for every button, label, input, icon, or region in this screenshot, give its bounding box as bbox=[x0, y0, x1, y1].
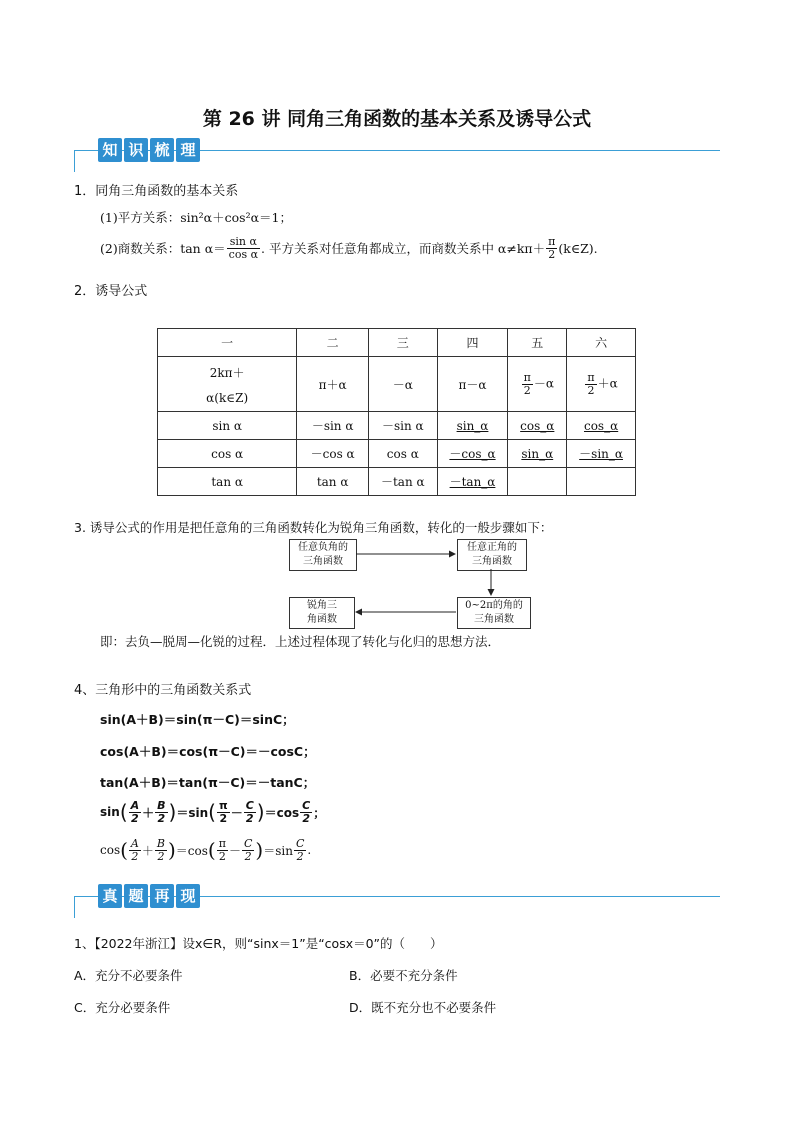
flow-arrows bbox=[280, 535, 540, 635]
formula-text: ； bbox=[313, 805, 326, 820]
table-cell: π－α bbox=[437, 357, 508, 412]
fraction-numerator: B bbox=[157, 799, 166, 812]
formula-text: sin bbox=[100, 805, 120, 820]
fraction-denominator: 2 bbox=[157, 849, 165, 863]
formula-text: ＝cos bbox=[264, 805, 300, 820]
fraction-denominator: 2 bbox=[245, 811, 254, 825]
fraction-numerator: A bbox=[130, 799, 140, 812]
fraction bbox=[244, 800, 256, 824]
plus-sign: ＋ bbox=[142, 805, 155, 820]
minus-sign: － bbox=[230, 805, 243, 820]
exam-question: 1、【2022年浙江】设x∈R，则“sinx＝1”是“cosx＝0”的（ ） bbox=[74, 936, 443, 951]
formula-text: ＝sin bbox=[263, 843, 293, 858]
table-cell: sin α bbox=[158, 412, 297, 440]
paren-close: ) bbox=[256, 800, 265, 825]
fraction bbox=[294, 838, 306, 862]
table-header: 五 bbox=[508, 329, 567, 357]
pi-half-fraction bbox=[522, 372, 533, 396]
fraction-denominator: 2 bbox=[523, 383, 531, 397]
fraction bbox=[155, 838, 167, 862]
table-cell bbox=[508, 357, 567, 412]
item3-heading: 3. 诱导公式的作用是把任意角的三角函数转化为锐角三角函数，转化的一般步骤如下： bbox=[74, 520, 553, 535]
section-banner-real-exam bbox=[98, 884, 200, 908]
fraction-denominator: cos α bbox=[228, 247, 259, 261]
table-cell: －sin_α bbox=[567, 440, 636, 468]
table-cell bbox=[158, 357, 297, 412]
square-relation: (1)平方关系：sin²α＋cos²α＝1； bbox=[100, 210, 292, 225]
flow-box-positive-angle: 任意正角的 三角函数 bbox=[457, 539, 527, 571]
quotient-prefix: (2)商数关系：tan α＝ bbox=[100, 241, 226, 257]
quotient-fraction bbox=[227, 236, 260, 260]
table-cell: －sin α bbox=[368, 412, 437, 440]
formula-text: cos bbox=[100, 843, 121, 858]
cell-text: －α bbox=[533, 376, 554, 391]
banner-char: 再 bbox=[150, 884, 174, 908]
table-header: 四 bbox=[437, 329, 508, 357]
option-a: A．充分不必要条件 bbox=[74, 968, 183, 983]
table-cell: －cos α bbox=[297, 440, 369, 468]
formula-sin-sum: sin(A＋B)＝sin(π－C)＝sinC； bbox=[100, 712, 295, 727]
flow-box-zero-to-2pi: 0~2π的角的 三角函数 bbox=[457, 597, 531, 629]
fraction-denominator: 2 bbox=[131, 811, 139, 825]
fraction-numerator: A bbox=[130, 837, 139, 850]
fraction-numerator: C bbox=[302, 799, 311, 812]
quotient-suffix: (k∈Z). bbox=[558, 240, 598, 256]
fraction bbox=[129, 838, 141, 862]
flow-box-acute-angle: 锐角三 角函数 bbox=[289, 597, 355, 629]
table-cell: －tan α bbox=[368, 468, 437, 496]
option-c: C．充分必要条件 bbox=[74, 1000, 171, 1015]
table-cell: cos α bbox=[158, 440, 297, 468]
fraction-numerator: B bbox=[156, 837, 165, 850]
section-hook bbox=[74, 896, 75, 918]
fraction-numerator: π bbox=[548, 235, 556, 248]
fraction-numerator: π bbox=[523, 370, 531, 384]
table-header: 三 bbox=[368, 329, 437, 357]
quotient-mid: . 平方关系对任意角都成立，而商数关系中 α≠kπ＋ bbox=[261, 241, 546, 257]
fraction-numerator: π bbox=[218, 799, 228, 812]
formula-text: ＝sin bbox=[176, 805, 209, 820]
fraction-denominator: 2 bbox=[219, 811, 228, 825]
flow-note: 即：去负—脱周—化锐的过程．上述过程体现了转化与化归的思想方法． bbox=[100, 634, 501, 649]
paren-close: ) bbox=[255, 838, 264, 863]
pi-half-fraction bbox=[585, 372, 596, 396]
table-cell: －α bbox=[368, 357, 437, 412]
item1-heading: 1．同角三角函数的基本关系 bbox=[74, 184, 239, 199]
banner-char: 梳 bbox=[150, 138, 174, 162]
option-d: D．既不充分也不必要条件 bbox=[349, 1000, 497, 1015]
table-cell: π＋α bbox=[297, 357, 369, 412]
paren-close: ) bbox=[167, 838, 176, 863]
paren-close: ) bbox=[168, 800, 177, 825]
section-banner-knowledge bbox=[98, 138, 200, 162]
table-cell: tan α bbox=[297, 468, 369, 496]
minus-sign: － bbox=[228, 843, 241, 858]
table-cell bbox=[567, 357, 636, 412]
banner-char: 真 bbox=[98, 884, 122, 908]
table-cell: －tan_α bbox=[437, 468, 508, 496]
formula-text: ＝cos bbox=[175, 843, 208, 858]
banner-char: 识 bbox=[124, 138, 148, 162]
fraction-denominator: 2 bbox=[218, 849, 226, 863]
fraction-numerator: π bbox=[587, 370, 595, 384]
table-cell: －cos_α bbox=[437, 440, 508, 468]
fraction-denominator: 2 bbox=[587, 383, 595, 397]
formula-cos-sum: cos(A＋B)＝cos(π－C)＝－cosC； bbox=[100, 744, 316, 759]
fraction-numerator: π bbox=[218, 837, 226, 850]
pi-half-fraction bbox=[546, 236, 557, 260]
fraction bbox=[217, 800, 230, 824]
table-header: 一 bbox=[158, 329, 297, 357]
table-row bbox=[158, 412, 636, 440]
table-cell: cos_α bbox=[508, 412, 567, 440]
fraction-numerator: C bbox=[245, 799, 254, 812]
paren-open: ( bbox=[119, 800, 128, 825]
table-cell: cos α bbox=[368, 440, 437, 468]
fraction-denominator: 2 bbox=[548, 247, 556, 261]
table-cell bbox=[508, 468, 567, 496]
banner-char: 理 bbox=[176, 138, 200, 162]
fraction-numerator: sin α bbox=[227, 236, 260, 249]
paren-open: ( bbox=[120, 838, 128, 863]
cell-text: ＋α bbox=[597, 376, 618, 391]
paren-open: ( bbox=[207, 838, 216, 863]
fraction bbox=[242, 838, 254, 862]
paren-open: ( bbox=[208, 800, 216, 825]
fraction-denominator: 2 bbox=[157, 811, 166, 825]
banner-char: 题 bbox=[124, 884, 148, 908]
formula-cos-half bbox=[100, 838, 311, 862]
fraction-denominator: 2 bbox=[296, 849, 304, 863]
fraction-denominator: 2 bbox=[244, 849, 252, 863]
item4-heading: 4、三角形中的三角函数关系式 bbox=[74, 683, 252, 698]
fraction-numerator: C bbox=[295, 837, 305, 850]
flow-box-negative-angle: 任意负角的 三角函数 bbox=[289, 539, 357, 571]
table-cell bbox=[567, 468, 636, 496]
fraction-numerator: C bbox=[243, 837, 253, 850]
fraction bbox=[300, 800, 312, 824]
table-cell: tan α bbox=[158, 468, 297, 496]
cell-line: 2kπ＋ bbox=[209, 365, 245, 380]
induction-formula-table bbox=[157, 328, 636, 496]
page-title: 第 26 讲 同角三角函数的基本关系及诱导公式 bbox=[202, 108, 592, 130]
table-header: 二 bbox=[297, 329, 369, 357]
fraction bbox=[155, 800, 167, 824]
banner-char: 现 bbox=[176, 884, 200, 908]
section-hook bbox=[74, 150, 75, 172]
table-row bbox=[158, 357, 636, 412]
formula-tan-sum: tan(A＋B)＝tan(π－C)＝－tanC； bbox=[100, 775, 316, 790]
item2-heading: 2．诱导公式 bbox=[74, 284, 148, 299]
plus-sign: ＋ bbox=[141, 843, 154, 858]
table-header: 六 bbox=[567, 329, 636, 357]
table-row bbox=[158, 468, 636, 496]
formula-sin-half bbox=[100, 800, 325, 824]
fraction-denominator: 2 bbox=[302, 811, 310, 825]
table-row bbox=[158, 440, 636, 468]
cell-line: α(k∈Z) bbox=[206, 390, 249, 405]
table-cell: －sin α bbox=[297, 412, 369, 440]
table-cell: cos_α bbox=[567, 412, 636, 440]
fraction-denominator: 2 bbox=[131, 849, 139, 863]
banner-char: 知 bbox=[98, 138, 122, 162]
option-b: B．必要不充分条件 bbox=[349, 968, 458, 983]
fraction bbox=[217, 838, 228, 862]
fraction bbox=[129, 800, 142, 824]
formula-text: . bbox=[307, 843, 312, 858]
table-cell: sin_α bbox=[437, 412, 508, 440]
quotient-relation bbox=[100, 236, 598, 260]
table-cell: sin_α bbox=[508, 440, 567, 468]
table-header-row bbox=[158, 329, 636, 357]
